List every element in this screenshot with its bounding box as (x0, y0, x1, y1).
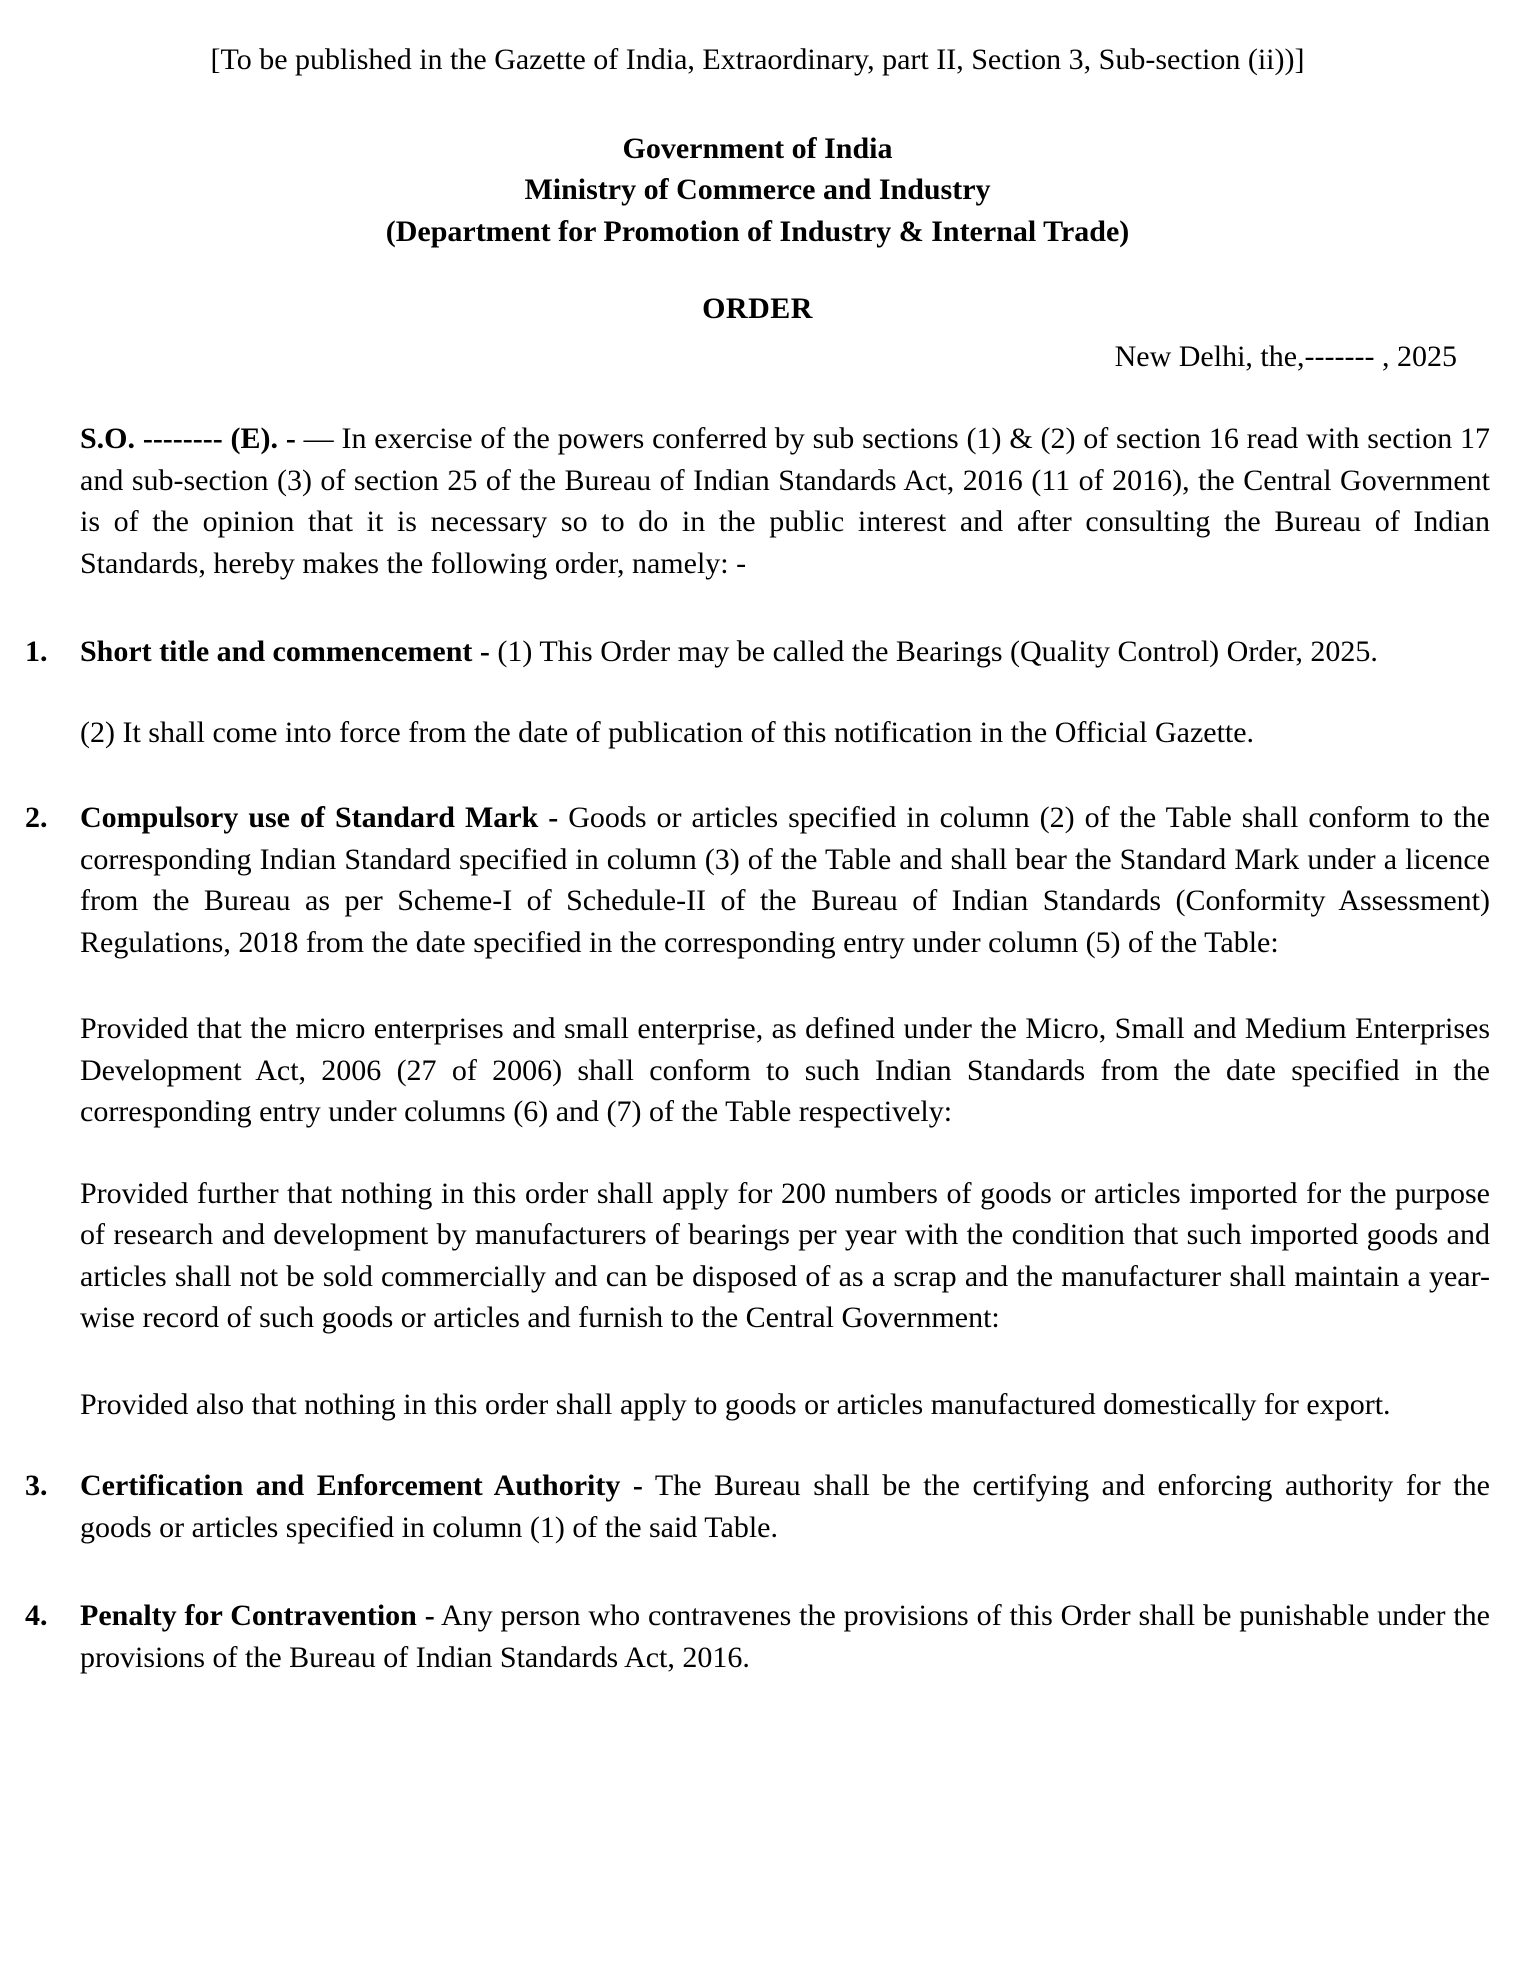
item-1-paragraph (80, 631, 1490, 673)
item-1-subparagraph-2: (2) It shall come into force from the date of publication of this notification in the Official Gazette. (80, 715, 1255, 749)
item-2-proviso-2: Provided further that nothing in this order shall apply for 200 numbers of goods or articles imported for the purpose of research and development by manufacturers of bearings per year with the condition that such imported goods and articles shall not be sold commercially and can be disposed of as a scrap and the manufacturer shall maintain a year-wise record of such goods or articles and furnish to the Central Government: (80, 1176, 1490, 1334)
so-preamble-paragraph (80, 418, 1490, 584)
order-item-certification-authority (25, 1465, 1490, 1548)
item-3-text: The Bureau shall be the certifying and enforcing authority for the goods or articles specified in column (1) of the said Table. (80, 1469, 1490, 1544)
item-4-text: Any person who contravenes the provisions of this Order shall be punishable under the provisions of the Bureau of Indian Standards Act, 2016. (80, 1599, 1491, 1674)
so-preamble-text: In exercise of the powers conferred by sub sections (1) & (2) of section 16 read with section 17 and sub-section (3) of section 25 of the Bureau of Indian Standards Act, 2016 (11 of 2016), the Central Government is of the opinion that it is necessary so to do in the public interest and after consulting the Bureau of Indian Standards, hereby makes the following order, namely: - (80, 422, 1491, 580)
order-item-penalty (25, 1595, 1490, 1678)
item-1-body (80, 631, 1490, 753)
item-1-heading: Short title and commencement - (80, 635, 490, 668)
item-1-text: (1) This Order may be called the Bearings (Quality Control) Order, 2025. (497, 635, 1378, 668)
item-3-body (80, 1465, 1490, 1548)
item-4-body (80, 1595, 1490, 1678)
item-2-paragraph (80, 797, 1490, 963)
so-emdash: — (303, 422, 334, 455)
item-3-paragraph (80, 1465, 1490, 1548)
item-2-body (80, 797, 1490, 1425)
order-item-standard-mark (25, 797, 1490, 1425)
item-4-number: 4. (25, 1599, 48, 1632)
item-2-heading: Compulsory use of Standard Mark - (80, 801, 559, 834)
item-1-number: 1. (25, 635, 48, 668)
issuing-authority-block (25, 128, 1490, 253)
ministry-line: Ministry of Commerce and Industry (524, 173, 991, 206)
item-3-number: 3. (25, 1469, 48, 1502)
order-heading: ORDER (702, 292, 813, 325)
item-2-proviso-1: Provided that the micro enterprises and small enterprise, as defined under the Micro, Small and Medium Enterprises Development Act, 2006 (27 of 2006) shall conform to such Indian Standards from the date specified in the corresponding entry under columns (6) and (7) of the Table respectively: (80, 1012, 1490, 1128)
item-2-number: 2. (25, 801, 48, 834)
department-line: (Department for Promotion of Industry & Internal Trade) (385, 214, 1130, 248)
so-number: S.O. -------- (E). - (80, 422, 296, 455)
item-2-proviso-3: Provided also that nothing in this order shall apply to goods or articles manufactured domestically for export. (80, 1387, 1391, 1421)
item-4-heading: Penalty for Contravention - (80, 1599, 435, 1632)
item-4-paragraph (80, 1595, 1490, 1678)
dateline: New Delhi, the,------- , 2025 (1114, 339, 1457, 373)
government-of-india-line: Government of India (622, 131, 893, 165)
item-3-heading: Certification and Enforcement Authority - (80, 1469, 643, 1502)
gazette-publication-line: [To be published in the Gazette of India, Extraordinary, part II, Section 3, Sub-section (ii))] (210, 43, 1305, 76)
item-2-text: Goods or articles specified in column (2) of the Table shall conform to the corresponding Indian Standard specified in column (3) of the Table and shall bear the Standard Mark under a licence from the Bureau as per Scheme-I of Schedule-II of the Bureau of Indian Standards (Conformity Assessment) Regulations, 2018 from the date specified in the corresponding entry under column (5) of the Table: (80, 801, 1491, 959)
order-item-short-title (25, 631, 1490, 753)
